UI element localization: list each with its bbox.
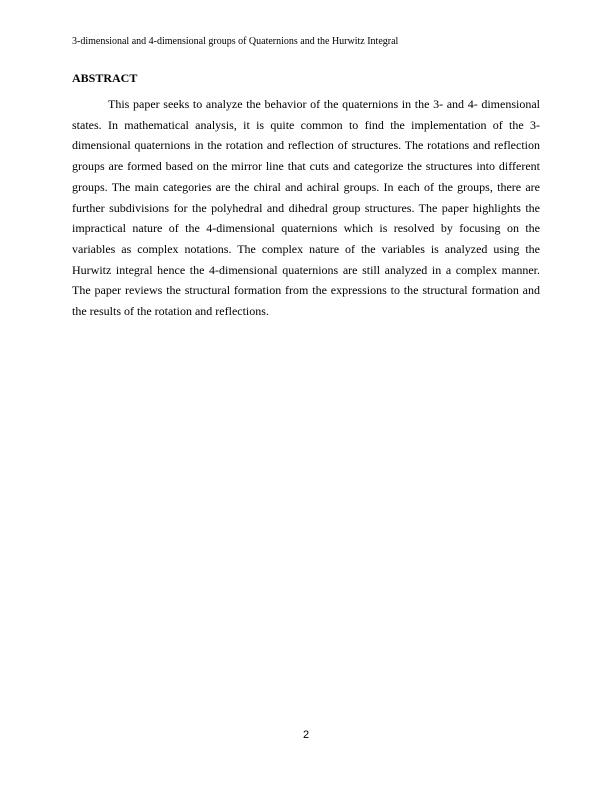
running-header: 3-dimensional and 4-dimensional groups of Quaternions and the Hurwitz Integral [72, 36, 399, 47]
abstract-body: This paper seeks to analyze the behavior of the quaternions in the 3- and 4- dimensional states. In mathematical analysis, it is quite common to find the implementation of the 3-dimensional quaternions in the rotation and reflection of structures. The rotations and reflection groups are formed based on the mirror line that cuts and categorize the structures into different groups. The main categories are the chiral and achiral groups. In each of the groups, there are further subdivisions for the polyhedral and dihedral group structures. The paper highlights the impractical nature of the 4-dimensional quaternions which is resolved by focusing on the variables as complex notations. The complex nature of the variables is analyzed using the Hurwitz integral hence the 4-dimensional quaternions are still analyzed in a complex manner. The paper reviews the structural formation from the expressions to the structural formation and the results of the rotation and reflections. [72, 97, 540, 319]
abstract-heading: ABSTRACT [72, 71, 138, 85]
page-number: 2 [302, 729, 310, 741]
